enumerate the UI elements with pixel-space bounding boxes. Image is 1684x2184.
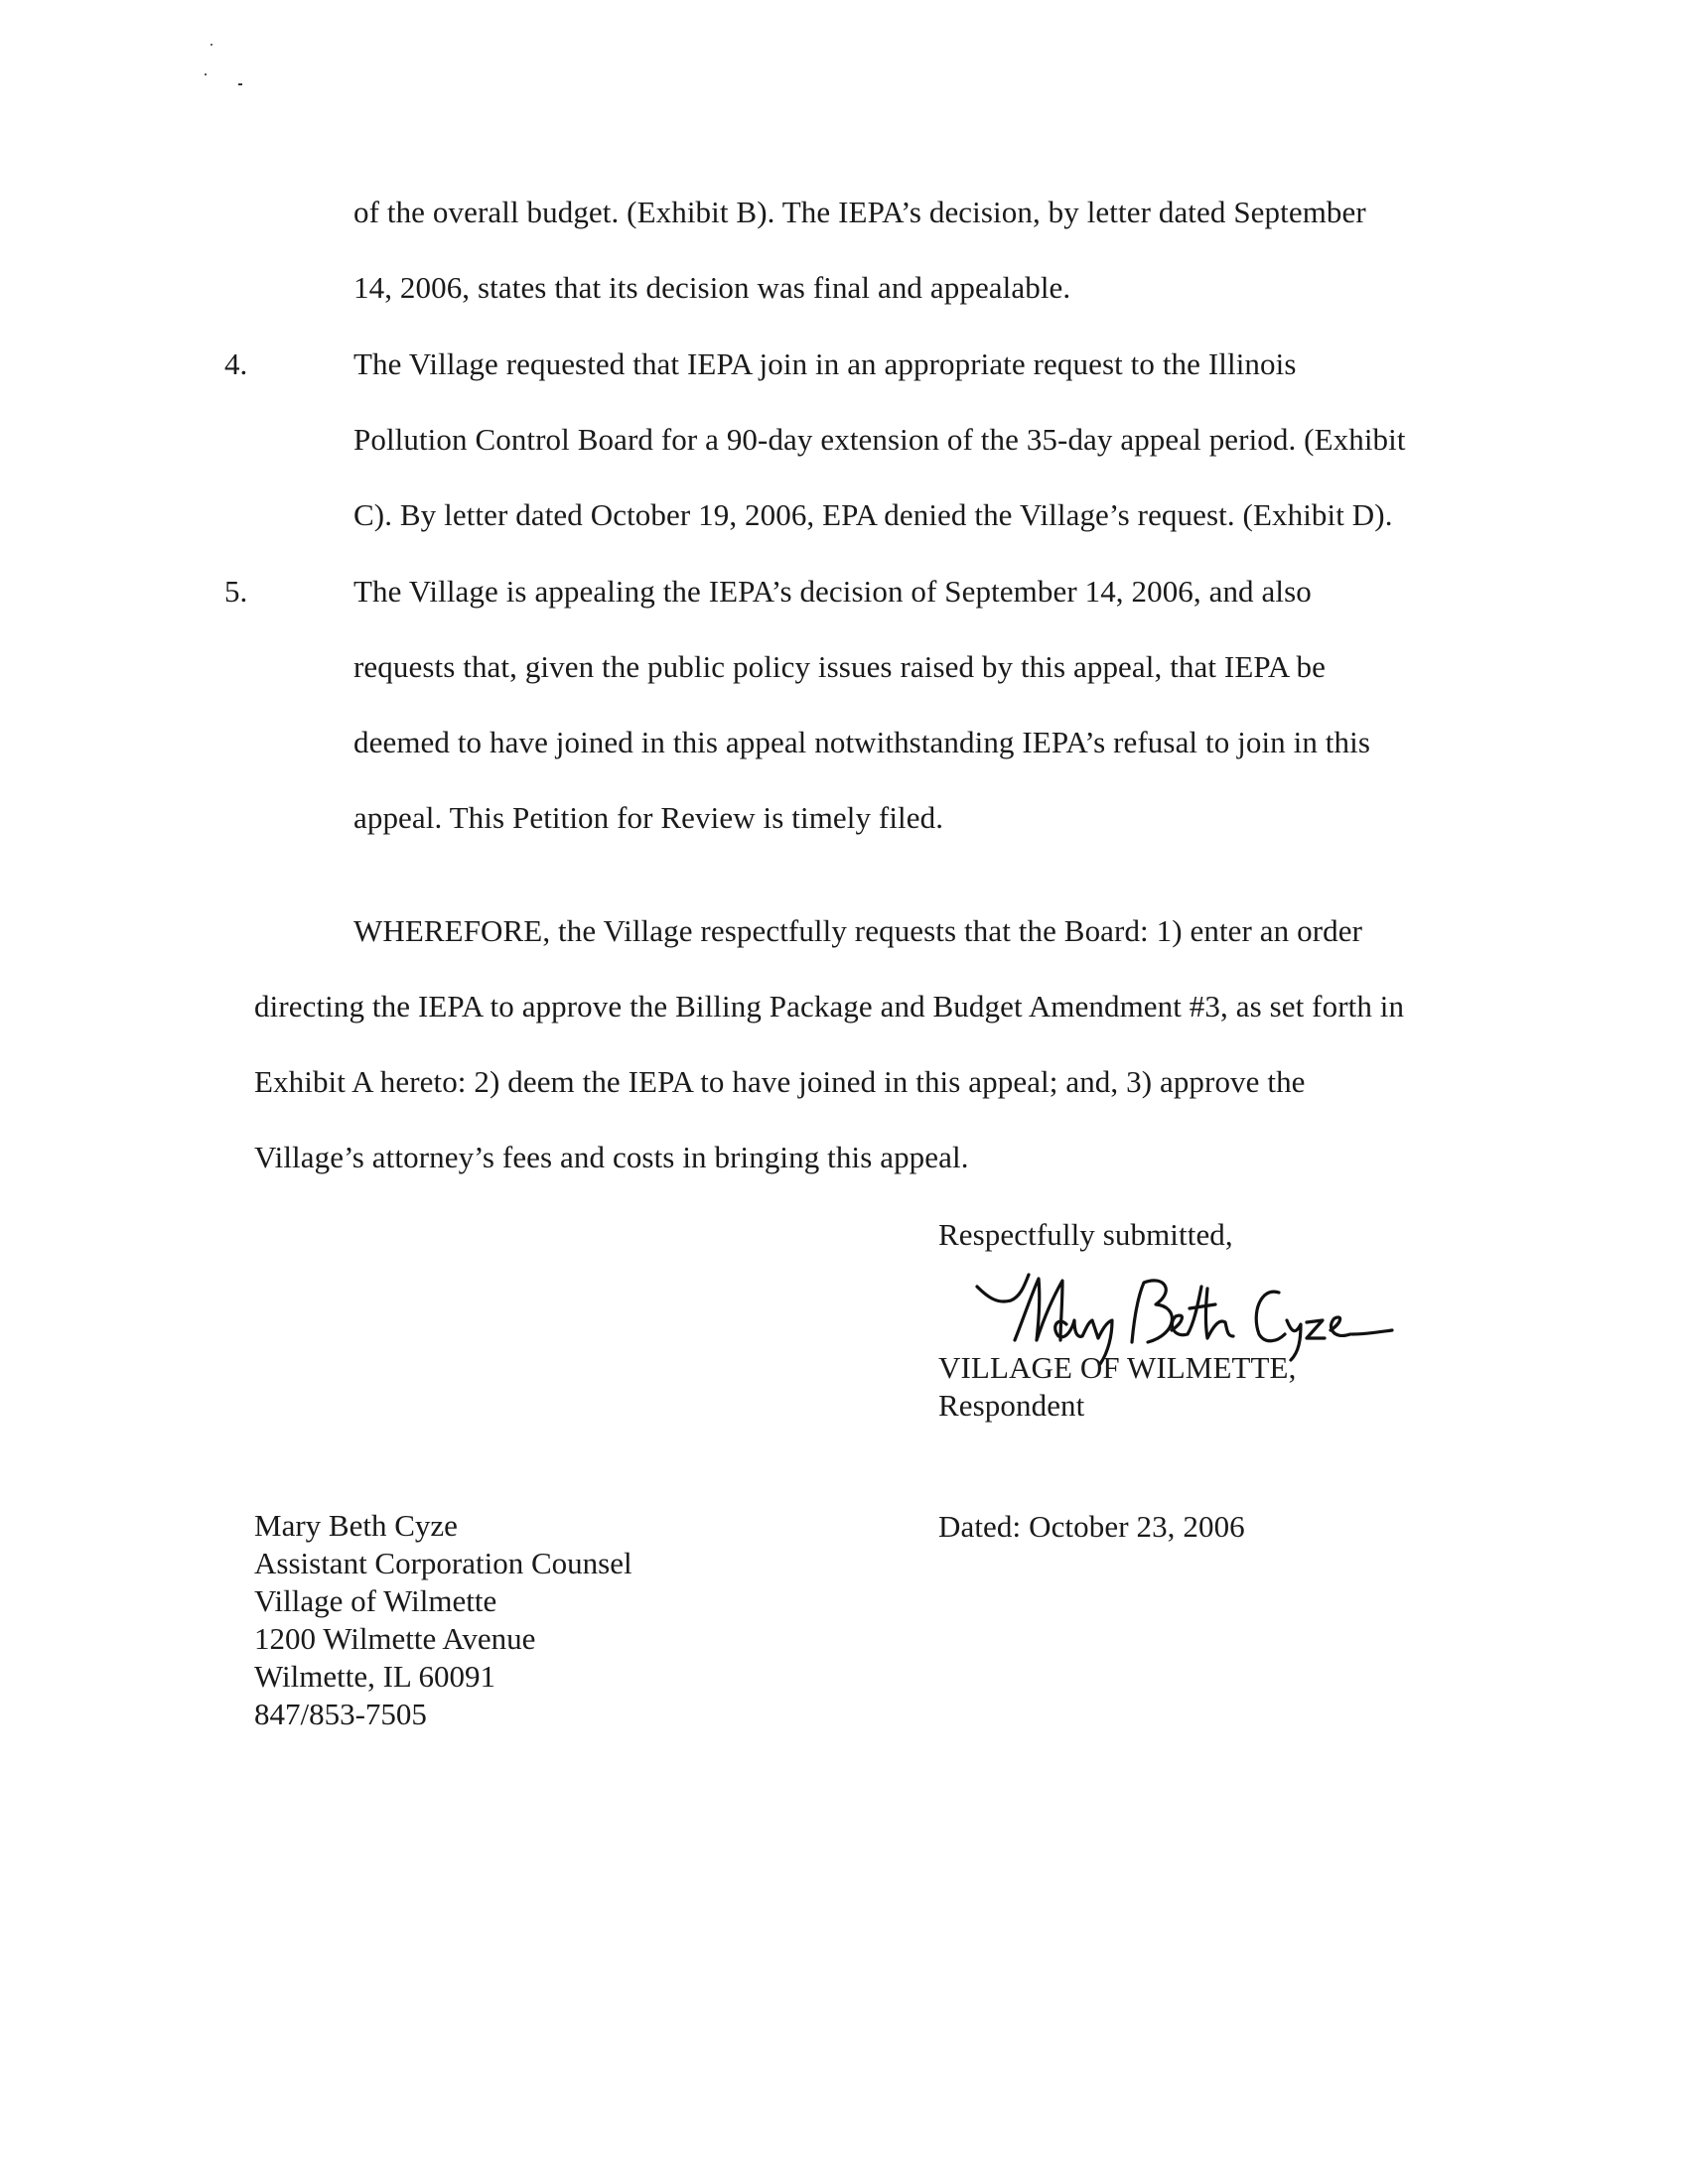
dated-line: Dated: October 23, 2006 <box>938 1509 1245 1544</box>
counsel-phone: 847/853-7505 <box>254 1697 427 1731</box>
counsel-organization: Village of Wilmette <box>254 1583 497 1618</box>
item-5-number: 5. <box>224 574 248 609</box>
para3-line-1: of the overall budget. (Exhibit B). The IEPA’s decision, by letter dated September <box>353 195 1366 229</box>
signatory-party: VILLAGE OF WILMETTE, <box>938 1350 1297 1385</box>
closing-text: Respectfully submitted, <box>938 1217 1233 1252</box>
wherefore-line-3: Exhibit A hereto: 2) deem the IEPA to have joined in this appeal; and, 3) approve the <box>254 1064 1306 1099</box>
item-5-line-4: appeal. This Petition for Review is timely filed. <box>353 800 944 835</box>
counsel-address <box>254 1507 632 1733</box>
wherefore-line-1: WHEREFORE, the Village respectfully requests that the Board: 1) enter an order <box>353 913 1363 948</box>
item-4-line-2: Pollution Control Board for a 90-day extension of the 35-day appeal period. (Exhibit <box>353 422 1406 457</box>
scan-specks <box>199 40 258 99</box>
item-4-number: 4. <box>224 346 248 381</box>
item-5-line-1: The Village is appealing the IEPA’s decision of September 14, 2006, and also <box>353 574 1312 609</box>
item-4-line-3: C). By letter dated October 19, 2006, EPA denied the Village’s request. (Exhibit D). <box>353 497 1393 532</box>
item-5-line-2: requests that, given the public policy issues raised by this appeal, that IEPA be <box>353 649 1326 684</box>
wherefore-line-2: directing the IEPA to approve the Billing Package and Budget Amendment #3, as set forth in <box>254 989 1405 1024</box>
wherefore-line-4: Village’s attorney’s fees and costs in bringing this appeal. <box>254 1140 969 1174</box>
item-4-line-1: The Village requested that IEPA join in an appropriate request to the Illinois <box>353 346 1297 381</box>
counsel-name: Mary Beth Cyze <box>254 1508 458 1543</box>
para3-line-2: 14, 2006, states that its decision was final and appealable. <box>353 270 1071 305</box>
counsel-title: Assistant Corporation Counsel <box>254 1546 632 1580</box>
counsel-street: 1200 Wilmette Avenue <box>254 1621 536 1656</box>
signatory-role: Respondent <box>938 1388 1085 1423</box>
counsel-city: Wilmette, IL 60091 <box>254 1659 495 1694</box>
item-5-line-3: deemed to have joined in this appeal notwithstanding IEPA’s refusal to join in this <box>353 725 1370 759</box>
